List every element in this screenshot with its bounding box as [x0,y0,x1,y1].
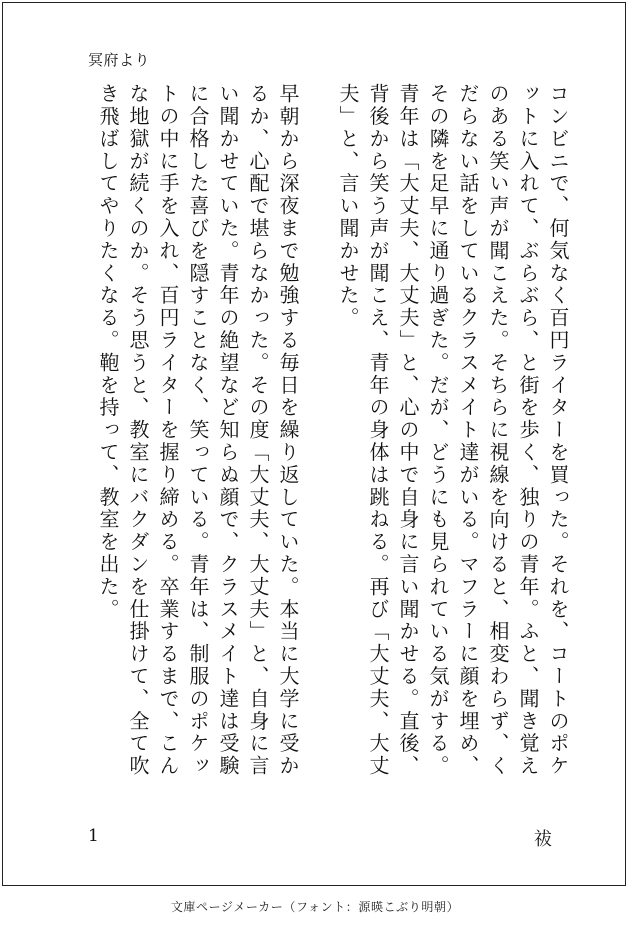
page-number: 1 [88,826,99,846]
vertical-body-text [93,83,573,783]
paragraph-1: コンビニで、何気なく百円ライターを買った。それを、コートのポケットに入れて、ぶらぶら、と街を歩く、独りの青年。ふと、聞き覚えのある笑い声が聞こえた。そちらに視線を向けると、相変わらず、くだらない話をしているクラスメイト達がいる。マフラーに顔を埋め、その隣を足早に通り過ぎた。だが、どうにも見られている気がする。青年は「大丈夫、大丈夫」と、心の中で自身に言い聞かせる。直後、背後から笑う声が聞こえ、青年の身体は跳ねる。再び「大丈夫、大丈夫」と、言い聞かせた。 [336,83,570,778]
paragraph-gap [303,83,333,783]
footer-credit: 文庫ページメーカー（フォント：源暎こぶり明朝） [170,900,460,914]
author-name: 祓 [534,829,552,850]
paragraph-2: 早朝から深夜まで勉強する毎日を繰り返していた。本当に大学に受かるか、心配で堪らなかった。その度「大丈夫、大丈夫」と、自身に言い聞かせていた。青年の絶望など知らぬ顔で、クラスメイト達は受験に合格した喜びを隠すことなく、笑っている。青年は、制服のポケットの中に手を入れ、百円ライターを握り締める。卒業するまで、こんな地獄が続くのか。そう思うと、教室にバクダンを仕掛けて、全て吹き飛ばしてやりたくなる。鞄を持って、教室を出た。 [96,83,300,778]
page-frame [2,2,626,886]
running-header-title: 冥府より [88,51,151,69]
